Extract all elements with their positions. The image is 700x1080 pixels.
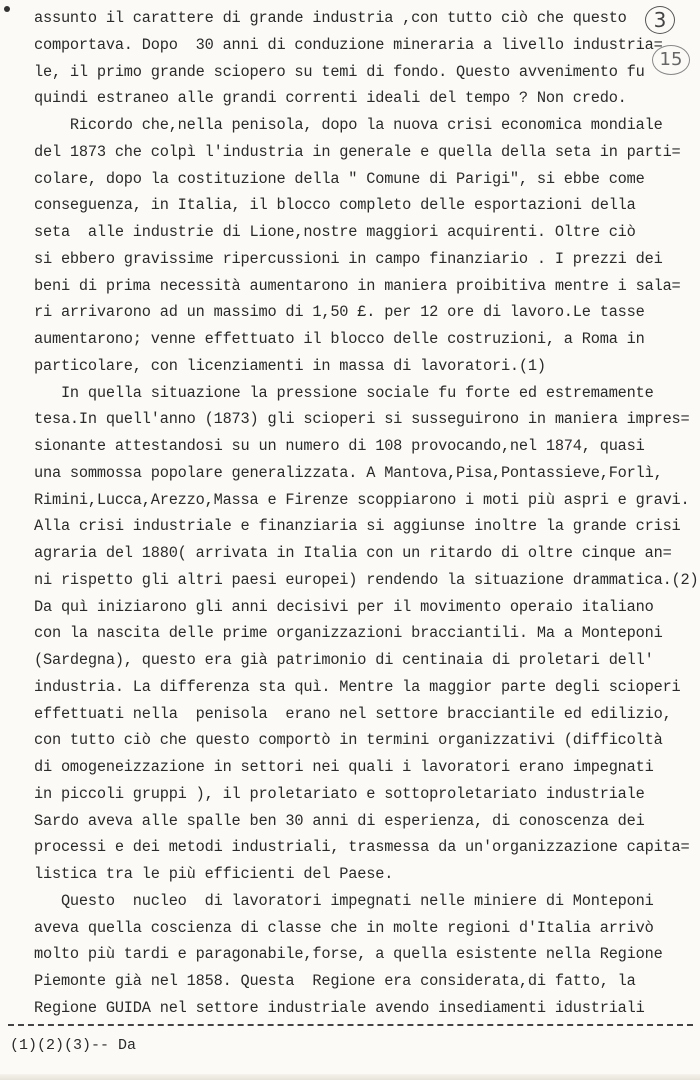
- scan-edge: [0, 1074, 700, 1080]
- text-line: Piemonte già nel 1858. Questa Regione era considerata,di fatto, la: [34, 972, 636, 991]
- text-line: aveva quella coscienza di classe che in molte regioni d'Italia arrivò: [34, 918, 654, 937]
- text-line: agraria del 1880( arrivata in Italia con un ritardo di oltre cinque an=: [34, 544, 672, 563]
- text-line: le, il primo grande sciopero su temi di fondo. Questo avvenimento fu: [34, 62, 645, 81]
- text-line: assunto il carattere di grande industria ,con tutto ciò che questo: [34, 9, 627, 27]
- text-line: conseguenza, in Italia, il blocco completo delle esportazioni della: [34, 196, 636, 215]
- circled-page-number-secondary: 15: [652, 45, 690, 75]
- text-line: comportava. Dopo 30 anni di conduzione mineraria a livello industria=: [34, 35, 663, 54]
- text-line: molto più tardi e paragonabile,forse, a quella esistente nella Regione: [34, 945, 663, 964]
- text-line: si ebbero gravissime ripercussioni in campo finanziario . I prezzi dei: [34, 249, 663, 268]
- text-line: una sommossa popolare generalizzata. A Mantova,Pisa,Pontassieve,Forlì,: [34, 463, 663, 482]
- text-line: processi e dei metodi industriali, trasmessa da un'organizzazione capita=: [34, 838, 690, 857]
- text-line: con la nascita delle prime organizzazioni bracciantili. Ma a Monteponi: [34, 624, 663, 643]
- text-line: Ricordo che,nella penisola, dopo la nuova crisi economica mondiale: [34, 116, 663, 135]
- text-line: effettuati nella penisola erano nel settore bracciantile ed edilizio,: [34, 704, 672, 723]
- circled-page-number: 3: [645, 6, 675, 34]
- text-line: particolare, con licenziamenti in massa di lavoratori.(1): [34, 356, 546, 375]
- text-line: Da quì iniziarono gli anni decisivi per il movimento operaio italiano: [34, 597, 654, 616]
- ink-mark: [4, 6, 10, 12]
- text-line: in piccoli gruppi ), il proletariato e sottoproletariato industriale: [34, 784, 645, 803]
- text-line: In quella situazione la pressione sociale fu forte ed estremamente: [34, 383, 654, 402]
- text-line: con tutto ciò che questo comportò in termini organizzativi (difficoltà: [34, 731, 663, 750]
- text-line: Rimini,Lucca,Arezzo,Massa e Firenze scoppiarono i moti più aspri e gravi.: [34, 490, 690, 509]
- text-line: ni rispetto gli altri paesi europei) rendendo la situazione drammatica.(2): [34, 570, 699, 589]
- text-line: del 1873 che colpì l'industria in generale e quella della seta in parti=: [34, 142, 681, 161]
- text-line: seta alle industrie di Lione,nostre maggiori acquirenti. Oltre ciò: [34, 223, 636, 242]
- text-line: quindi estraneo alle grandi correnti ideali del tempo ? Non credo.: [34, 89, 627, 108]
- text-line: aumentarono; venne effettuato il blocco delle costruzioni, a Roma in: [34, 330, 645, 349]
- text-line: tesa.In quell'anno (1873) gli scioperi si susseguirono in maniera impres=: [34, 410, 690, 429]
- text-line: listica tra le più efficienti del Paese.: [34, 865, 394, 884]
- text-line: ri arrivarono ad un massimo di 1,50 £. per 12 ore di lavoro.Le tasse: [34, 303, 645, 322]
- text-line: colare, dopo la costituzione della " Comune di Parigi", si ebbe come: [34, 169, 645, 188]
- footnote: (1)(2)(3)-- Da: [10, 1037, 137, 1054]
- text-line: Alla crisi industriale e finanziaria si aggiunse inoltre la grande crisi: [34, 517, 681, 536]
- text-line: (Sardegna), questo era già patrimonio di centinaia di proletari dell': [34, 651, 654, 670]
- text-line: di omogeneizzazione in settori nei quali i lavoratori erano impegnati: [34, 758, 654, 777]
- footnote-rule: [8, 1024, 693, 1026]
- text-line: Sardo aveva alle spalle ben 30 anni di esperienza, di conoscenza dei: [34, 811, 645, 830]
- text-line: sionante attestandosi su un numero di 108 provocando,nel 1874, quasi: [34, 437, 645, 456]
- text-line: Questo nucleo di lavoratori impegnati nelle miniere di Monteponi: [34, 891, 654, 910]
- text-line: Regione GUIDA nel settore industriale avendo insediamenti idustriali: [34, 999, 645, 1017]
- text-line: beni di prima necessità aumentarono in maniera proibitiva mentre i sala=: [34, 276, 681, 295]
- text-line: industria. La differenza sta quì. Mentre la maggior parte degli scioperi: [34, 677, 681, 696]
